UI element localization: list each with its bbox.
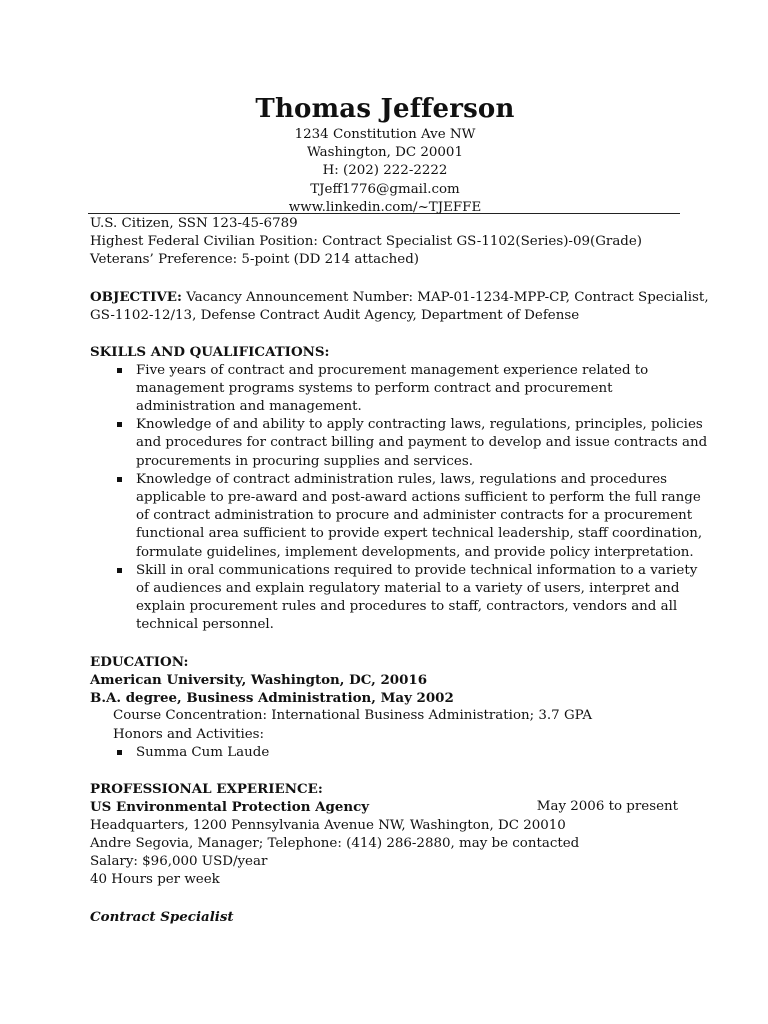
bullet-icon [117,568,122,573]
resume-header [90,92,680,217]
skill-line: of audiences and explain regulatory material to a variety of users, interpret and [136,581,680,597]
supervisor-line: Andre Segovia, Manager; Telephone: (414) 286-2880, may be contacted [90,835,580,851]
job-title: Contract Specialist [90,908,234,925]
spacer [90,270,685,288]
bullet-icon [117,368,122,373]
skill-line: Five years of contract and procurement management experience related to [136,362,649,378]
resume-body [90,215,709,926]
hours-line: 40 Hours per week [90,872,220,888]
experience-heading: PROFESSIONAL EXPERIENCE: [90,781,323,798]
address-line-2: Washington, DC 20001 [307,145,463,161]
skill-line: technical personnel. [136,617,274,633]
skills-heading: SKILLS AND QUALIFICATIONS: [90,344,330,361]
objective-line-1 [90,288,709,307]
veterans-preference-line: Veterans’ Preference: 5-point (DD 214 attached) [90,252,419,268]
skill-line: explain procurement rules and procedures to staff, contractors, vendors and all [136,599,678,615]
employer-row [90,798,678,816]
course-concentration: Course Concentration: International Business Administration; 3.7 GPA [113,708,593,724]
skill-line: of contract administration to procure and administer contracts for a procurement [136,508,693,524]
spacer [90,762,685,780]
skills-list [90,362,708,635]
skill-line: administration and management. [136,399,362,414]
skill-line: and procedures for contract billing and payment to develop and issue contracts and [136,435,708,451]
objective-line-2: GS-1102-12/13, Defense Contract Audit Agency, Department of Defense [90,308,580,323]
employer-address: Headquarters, 1200 Pennsylvania Avenue NW, Washington, DC 20010 [90,817,566,833]
bullet-icon [117,477,122,482]
skill-line: Knowledge of and ability to apply contracting laws, regulations, principles, policies [136,417,703,433]
email-address: TJeff1776@gmail.com [310,181,460,197]
candidate-name: Thomas Jefferson [255,94,515,124]
school-name: American University, Washington, DC, 20016 [90,672,428,689]
honor-text: Summa Cum Laude [136,744,270,760]
honors-label: Honors and Activities: [113,726,265,742]
bullet-icon [117,422,122,427]
bullet-icon [117,750,122,755]
skill-line: Knowledge of contract administration rules, laws, regulations and procedures [136,471,668,487]
employment-dates: May 2006 to present [536,799,678,815]
website-link: www.linkedin.com/~TJEFFE [288,199,482,215]
skill-line: procurements in procuring supplies and services. [136,453,473,469]
skill-item [90,471,703,562]
honor-item [90,744,685,762]
citizenship-line: U.S. Citizen, SSN 123-45-6789 [90,216,298,231]
skill-line: Skill in oral communications required to provide technical information to a variety [136,562,698,578]
skill-line: management programs systems to perform contract and procurement [136,380,613,396]
address-line-1: 1234 Constitution Ave NW [294,127,476,142]
spacer [90,325,685,343]
spacer [90,889,685,907]
skill-line: applicable to pre-award and post-award actions sufficient to perform the full range [136,490,701,506]
skill-line: formulate guidelines, implement developments, and provide policy interpretation. [136,544,694,560]
skill-line: functional area sufficient to provide expert technical leadership, staff coordination, [136,526,703,542]
objective-heading: OBJECTIVE: [90,288,182,305]
objective-text-1: Vacancy Announcement Number: MAP-01-1234-MPP-CP, Contract Specialist, [181,289,709,305]
skill-item [90,362,685,417]
salary-line: Salary: $96,000 USD/year [90,854,268,870]
skill-item [90,416,708,471]
degree-line: B.A. degree, Business Administration, May 2002 [90,690,454,707]
skill-item [90,562,698,635]
header-divider [88,213,680,214]
employer-name: US Environmental Protection Agency [90,799,370,816]
education-heading: EDUCATION: [90,653,189,670]
spacer [90,635,685,653]
federal-position-line: Highest Federal Civilian Position: Contract Specialist GS-1102(Series)-09(Grade) [90,234,643,250]
phone-number: H: (202) 222-2222 [322,163,448,179]
honors-list [90,744,685,762]
